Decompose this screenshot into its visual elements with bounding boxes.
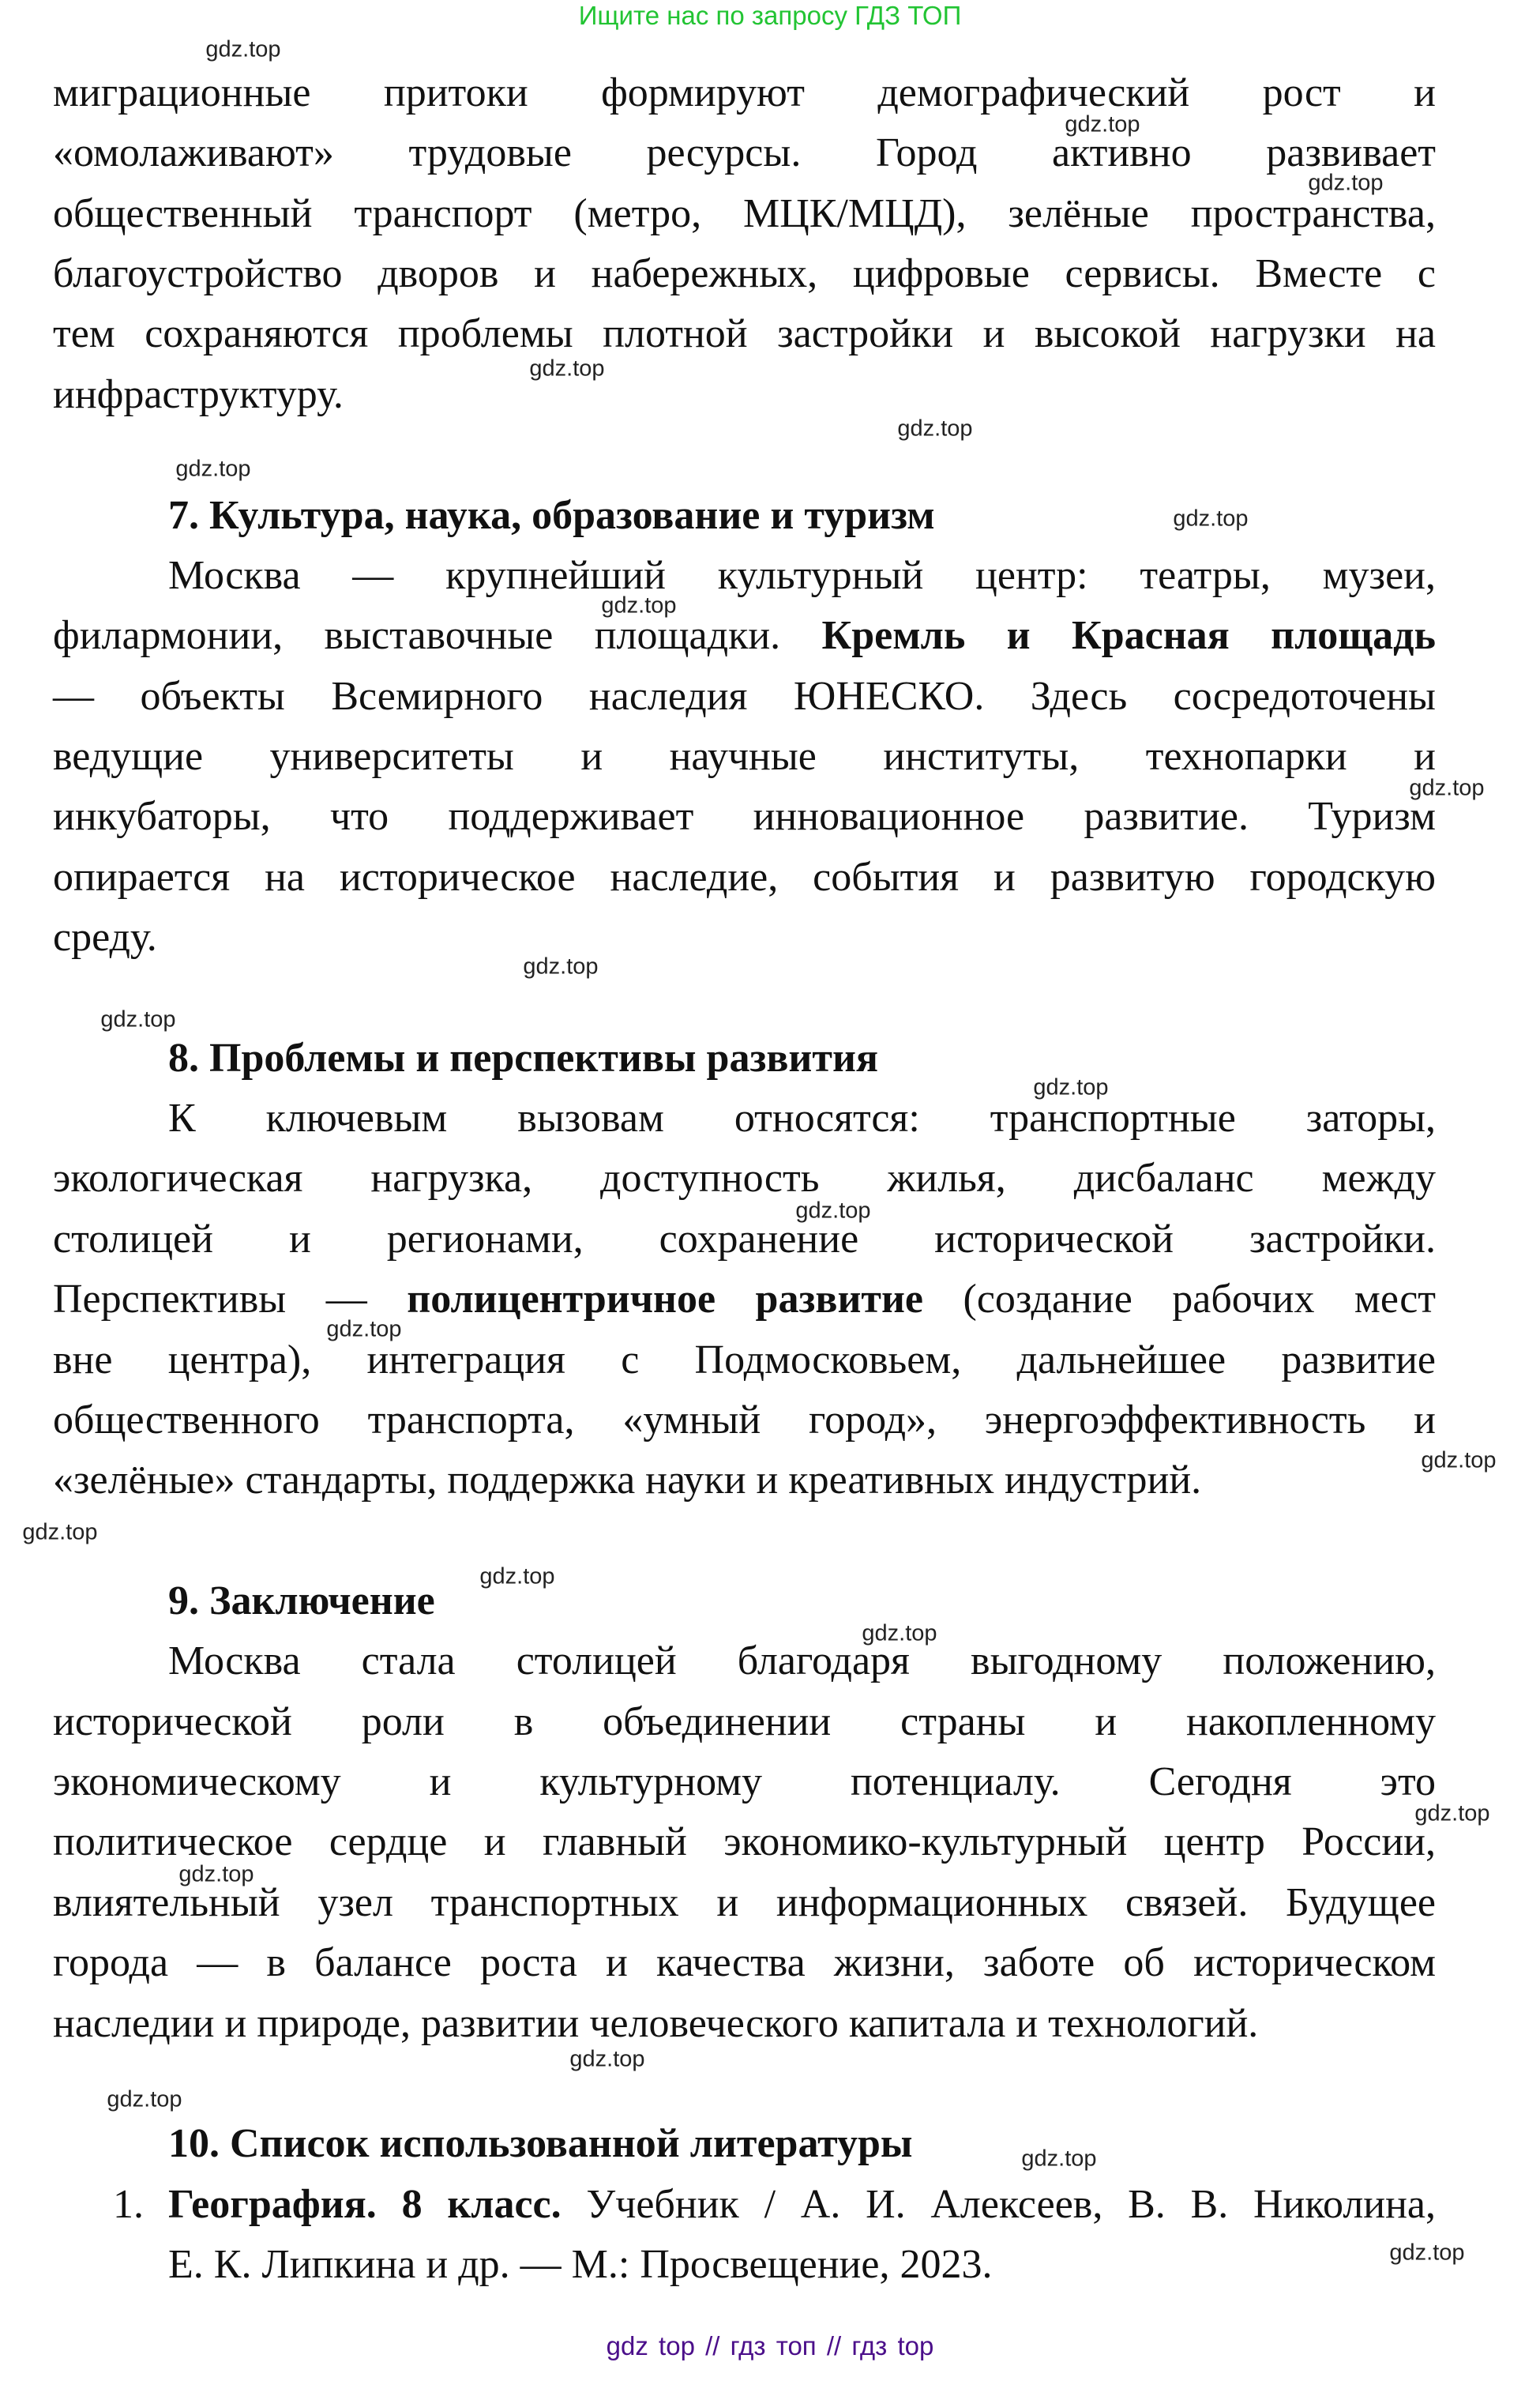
watermark: gdz.top [1421, 1447, 1497, 1473]
text-line [53, 2054, 1436, 2114]
text-line [53, 546, 1436, 606]
text-run: вне центра), интеграция с Подмосковьем, дальнейшее развитие [53, 1337, 1436, 1382]
text-line [53, 184, 1436, 244]
text-run: общественного транспорта, «умный город», энергоэффективность и [53, 1397, 1436, 1443]
text-line [53, 968, 1436, 1028]
text-line [53, 244, 1436, 304]
watermark: gdz.top [529, 355, 605, 382]
text-run: инфраструктуру. [53, 371, 344, 417]
text-run: политическое сердце и главный экономико-культурный центр России, [53, 1819, 1436, 1865]
bold-text: География. 8 класс. [168, 2181, 562, 2227]
reference-item-line [53, 2235, 1436, 2295]
text-run: среду. [53, 915, 157, 961]
bold-text: Кремль и Красная площадь [821, 613, 1436, 659]
watermark: gdz.top [1308, 170, 1384, 196]
watermark: gdz.top [1389, 2240, 1465, 2266]
text-run: тем сохраняются проблемы плотной застройки и высокой нагрузки на [53, 311, 1436, 357]
text-run: Учебник / А. И. Алексеев, В. В. Николина, [561, 2181, 1437, 2227]
text-run: филармонии, выставочные площадки. [53, 613, 822, 659]
watermark: gdz.top [795, 1198, 871, 1224]
text-line [53, 1994, 1436, 2054]
watermark: gdz.top [479, 1563, 555, 1589]
text-run: инкубаторы, что поддерживает инновационное развитие. Туризм [53, 794, 1436, 840]
watermark: gdz.top [107, 2086, 182, 2112]
text-run: опирается на историческое наследие, события и развитую городскую [53, 854, 1436, 900]
watermark: gdz.top [22, 1519, 98, 1545]
text-run: миграционные притоки формируют демографический рост и [53, 70, 1436, 115]
text-run: влиятельный узел транспортных и информационных связей. Будущее [53, 1879, 1436, 1925]
text-line [53, 1752, 1436, 1812]
text-run: 10. Список использованной литературы [168, 2121, 913, 2167]
watermark: gdz.top [1414, 1800, 1490, 1826]
text-line [53, 63, 1436, 123]
text-line [53, 304, 1436, 364]
text-line [53, 1450, 1436, 1510]
text-run: Е. К. Липкина и др. — М.: Просвещение, 2023. [168, 2241, 993, 2287]
watermark: gdz.top [175, 456, 251, 482]
text-line [53, 365, 1436, 425]
text-line [53, 787, 1436, 847]
text-line [53, 1511, 1436, 1571]
document-body [53, 63, 1436, 2295]
text-run: экономическому и культурному потенциалу. Сегодня это [53, 1759, 1436, 1805]
text-line [53, 1812, 1436, 1872]
text-line [53, 1089, 1436, 1149]
text-run: города — в балансе роста и качества жизни, заботе об историческом [53, 1940, 1436, 1986]
text-line [53, 1873, 1436, 1933]
text-line [53, 848, 1436, 908]
text-run: наследии и природе, развитии человеческого капитала и технологий. [53, 2000, 1259, 2046]
text-line [53, 1209, 1436, 1269]
text-run: «зелёные» стандарты, поддержка науки и креативных индустрий. [53, 1458, 1202, 1503]
text-line [53, 1330, 1436, 1390]
text-run: благоустройство дворов и набережных, цифровые сервисы. Вместе с [53, 251, 1436, 297]
text-line [53, 727, 1436, 787]
text-run: Москва — крупнейший культурный центр: театры, музеи, [168, 552, 1436, 598]
text-line [53, 667, 1436, 727]
section-heading [53, 1571, 1436, 1631]
watermark: gdz.top [569, 2046, 645, 2072]
watermark: gdz.top [178, 1861, 254, 1887]
text-run: исторической роли в объединении страны и накопленному [53, 1698, 1436, 1744]
text-line [53, 606, 1436, 666]
text-line [53, 908, 1436, 968]
watermark: gdz.top [1021, 2146, 1097, 2172]
watermark: gdz.top [100, 1006, 176, 1033]
text-run: К ключевым вызовам относятся: транспортные заторы, [168, 1096, 1436, 1142]
watermark: gdz.top [326, 1316, 402, 1342]
text-line [53, 1933, 1436, 1993]
text-line [53, 1390, 1436, 1450]
text-run: 7. Культура, наука, образование и туризм [168, 492, 935, 538]
text-line [53, 1149, 1436, 1209]
top-banner: Ищите нас по запросу ГДЗ ТОП [578, 1, 962, 30]
text-run: 9. Заключение [168, 1578, 435, 1623]
text-run: — объекты Всемирного наследия ЮНЕСКО. Здесь сосредоточены [53, 673, 1436, 719]
text-run: экологическая нагрузка, доступность жилья, дисбаланс между [53, 1156, 1436, 1202]
watermark: gdz.top [1065, 111, 1140, 137]
watermark: gdz.top [1173, 506, 1249, 532]
watermark: gdz.top [897, 416, 973, 442]
text-line [53, 123, 1436, 183]
text-run: 8. Проблемы и перспективы развития [168, 1035, 879, 1081]
text-run: столицей и регионами, сохранение исторической застройки. [53, 1216, 1436, 1262]
bold-text: полицентричное развитие [407, 1277, 924, 1322]
reference-item-line [53, 2175, 1436, 2235]
watermark: gdz.top [601, 592, 677, 619]
watermark: gdz.top [205, 36, 281, 62]
section-heading [53, 1029, 1436, 1089]
text-run: (создание рабочих мест [923, 1277, 1437, 1322]
text-run: «омолаживают» трудовые ресурсы. Город активно развивает [53, 130, 1436, 176]
watermark: gdz.top [523, 954, 599, 980]
list-number: 1. [113, 2181, 144, 2227]
text-run: Москва стала столицей благодаря выгодному положению, [168, 1638, 1436, 1684]
text-run: Перспективы — [53, 1277, 408, 1322]
text-line [53, 1269, 1436, 1330]
footer-banner: gdz top // гдз топ // гдз top [606, 2331, 934, 2360]
watermark: gdz.top [862, 1620, 937, 1646]
text-line [53, 1631, 1436, 1691]
text-line [53, 425, 1436, 485]
text-run: общественный транспорт (метро, МЦК/МЦД), зелёные пространства, [53, 190, 1436, 236]
section-heading [53, 2114, 1436, 2174]
text-line [53, 1692, 1436, 1752]
watermark: gdz.top [1033, 1074, 1109, 1100]
watermark: gdz.top [1409, 775, 1485, 801]
text-run: ведущие университеты и научные институты, технопарки и [53, 733, 1436, 779]
